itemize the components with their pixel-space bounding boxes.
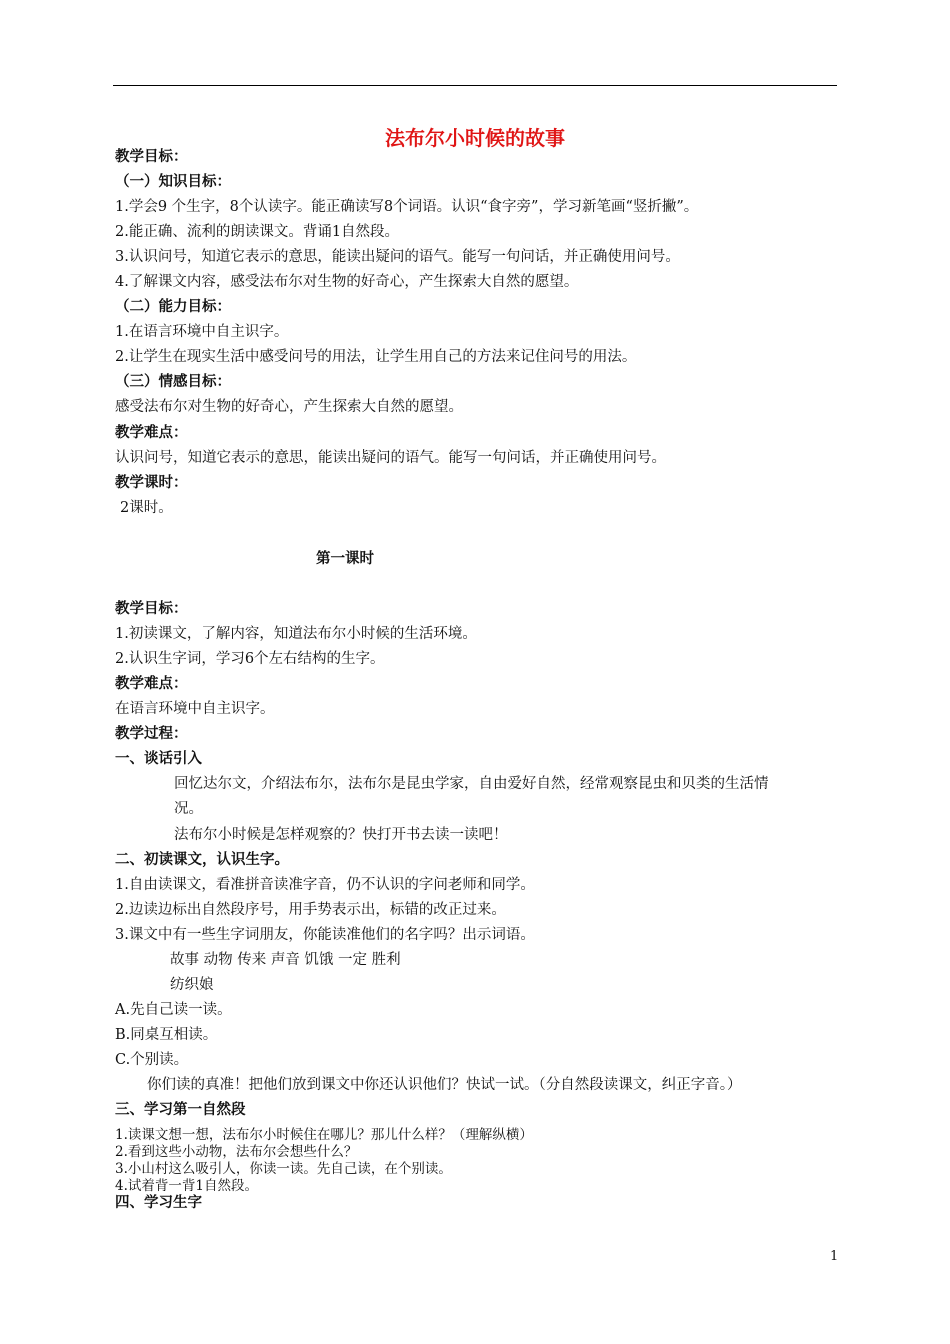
section-first-lesson: 第一课时 — [316, 551, 374, 567]
text-line: 2.能正确、流利的朗读课文。背诵1自然段。 — [115, 224, 400, 240]
text-line: C.个别读。 — [115, 1052, 189, 1068]
text-line: 1.读课文想一想，法布尔小时候住在哪儿？那儿什么样？（理解纵横） — [115, 1127, 533, 1143]
heading-step-1: 一、谈话引入 — [115, 751, 202, 767]
heading-teaching-goals-2: 教学目标： — [115, 601, 188, 617]
text-line: 1.学会9 个生字，8个认读字。能正确读写8个词语。认识“食字旁”，学习新笔画“竖折撇”。 — [115, 199, 699, 215]
text-line: 2.让学生在现实生活中感受问号的用法，让学生用自己的方法来记住问号的用法。 — [115, 349, 637, 365]
text-line: 感受法布尔对生物的好奇心，产生探索大自然的愿望。 — [115, 399, 463, 415]
heading-emotion-goals: （三）情感目标： — [115, 374, 231, 390]
text-line: 法布尔小时候是怎样观察的？快打开书去读一读吧！ — [174, 827, 508, 843]
document-title: 法布尔小时候的故事 — [385, 126, 565, 150]
text-line: 2.边读边标出自然段序号，用手势表示出，标错的改正过来。 — [115, 902, 506, 918]
text-line: 2课时。 — [120, 500, 173, 516]
text-line: B.同桌互相读。 — [115, 1027, 218, 1043]
heading-knowledge-goals: （一）知识目标： — [115, 174, 231, 190]
text-line: 你们读的真准！把他们放到课文中你还认识他们？快试一试。（分自然段读课文，纠正字音。） — [147, 1077, 742, 1093]
text-line: 认识问号，知道它表示的意思，能读出疑问的语气。能写一句问话，并正确使用问号。 — [115, 450, 666, 466]
text-line: 回忆达尔文，介绍法布尔，法布尔是昆虫学家，自由爱好自然，经常观察昆虫和贝类的生活情 — [174, 776, 769, 792]
heading-difficulties: 教学难点： — [115, 425, 188, 441]
text-line: 况。 — [174, 801, 203, 817]
text-line: 4.试着背一背1自然段。 — [115, 1178, 258, 1194]
text-line: 1.初读课文，了解内容，知道法布尔小时候的生活环境。 — [115, 626, 477, 642]
text-line: 1.自由读课文，看准拼音读准字音，仍不认识的字问老师和同学。 — [115, 877, 535, 893]
text-line: 2.认识生字词，学习6个左右结构的生字。 — [115, 651, 385, 667]
text-line: 4.了解课文内容，感受法布尔对生物的好奇心，产生探索大自然的愿望。 — [115, 274, 579, 290]
heading-step-2: 二、初读课文，认识生字。 — [115, 852, 289, 868]
text-line: 3.小山村这么吸引人，你读一读。先自己读，在个别读。 — [115, 1161, 452, 1177]
heading-ability-goals: （二）能力目标： — [115, 299, 231, 315]
heading-teaching-goals: 教学目标： — [115, 149, 188, 165]
heading-process: 教学过程： — [115, 726, 188, 742]
heading-step-4: 四、学习生字 — [115, 1195, 202, 1211]
vocabulary-line: 故事 动物 传来 声音 饥饿 一定 胜利 — [170, 952, 401, 968]
heading-step-3: 三、学习第一自然段 — [115, 1102, 246, 1118]
text-line: 3.课文中有一些生字词朋友，你能读准他们的名字吗？出示词语。 — [115, 927, 535, 943]
text-line: 2.看到这些小动物，法布尔会想些什么？ — [115, 1144, 358, 1160]
header-rule — [113, 85, 837, 86]
page-number: 1 — [830, 1249, 839, 1264]
text-line: 1.在语言环境中自主识字。 — [115, 324, 289, 340]
heading-difficulties-2: 教学难点： — [115, 676, 188, 692]
text-line: 3.认识问号，知道它表示的意思，能读出疑问的语气。能写一句问话，并正确使用问号。 — [115, 249, 680, 265]
text-line: 在语言环境中自主识字。 — [115, 701, 275, 717]
heading-class-hours: 教学课时： — [115, 475, 188, 491]
vocabulary-line: 纺织娘 — [170, 977, 214, 993]
text-line: A.先自己读一读。 — [115, 1002, 232, 1018]
